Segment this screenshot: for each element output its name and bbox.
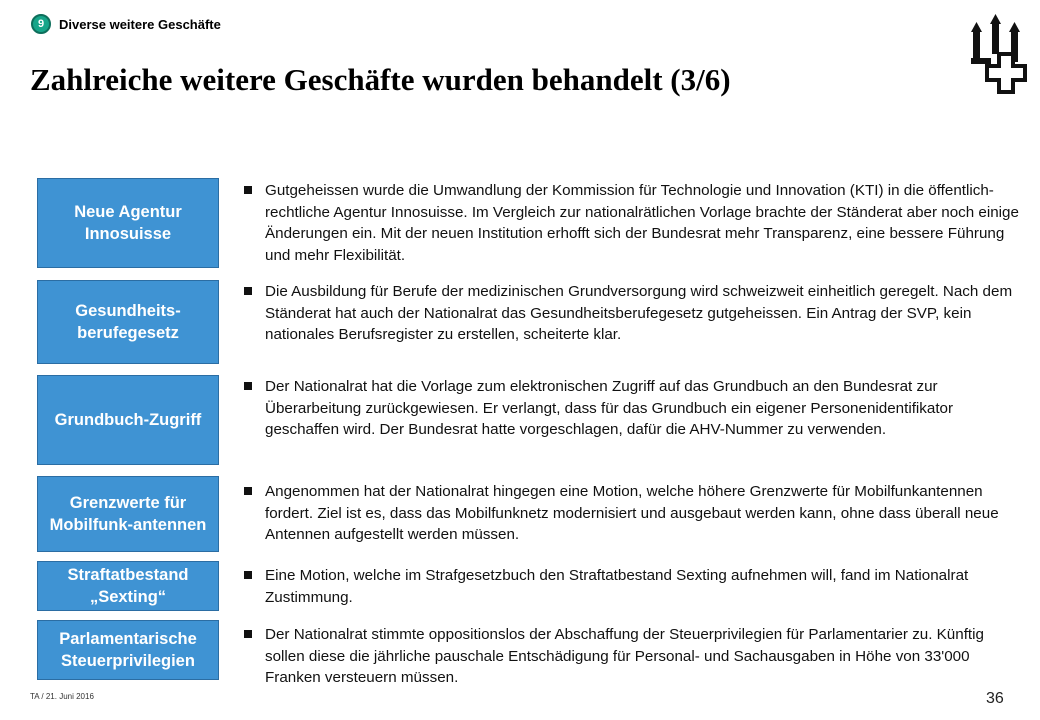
topic-label: Grundbuch-Zugriff	[54, 410, 202, 429]
topic-description	[244, 565, 1024, 608]
swiss-cross-building-logo-icon	[967, 14, 1027, 94]
topic-text: Der Nationalrat stimmte oppositionslos der Abschaffung der Steuerprivilegien für Parlamentarier zu. Künftig sollen diese die jährliche pauschale Entschädigung für Personal- und Sachausgaben in Höhe von 33'000 Franken versteuern müssen.	[265, 626, 984, 686]
square-bullet-icon	[244, 186, 252, 194]
square-bullet-icon	[244, 287, 252, 295]
topic-text: Die Ausbildung für Berufe der medizinischen Grundversorgung wird schweizweit einheitlich geregelt. Nach dem Ständerat hat auch der Nationalrat das Gesundheitsberufegesetz gutgeheissen. Ein Antrag der SVP, kein nationales Berufsregister zu erstellen, scheiterte klar.	[265, 283, 1013, 343]
topic-box-steuerprivilegien	[37, 620, 219, 680]
topic-label: Grenzwerte für Mobilfunk-antennen	[49, 493, 207, 534]
topic-text: Gutgeheissen wurde die Umwandlung der Kommission für Technologie und Innovation (KTI) in die öffentlich-rechtliche Agentur Innosuisse. Im Vergleich zur nationalrätlichen Vorlage brachte der Ständerat aber noch einige Änderungen ein. Mit der neuen Institution erhofft sich der Bundesrat mehr Transparenz, eine bessere Führung und mehr Flexibilität.	[265, 182, 1019, 264]
topic-description	[244, 481, 1024, 546]
footer-source: TA / 21. Juni 2016	[30, 692, 94, 701]
topic-description	[244, 624, 1024, 689]
topic-text: Angenommen hat der Nationalrat hingegen eine Motion, welche höhere Grenzwerte für Mobilfunkantennen fordert. Ziel ist es, dass das Mobilfunknetz modernisiert und ausgebaut werden kann, ohne dass überall neue Antennen aufgestellt werden müssen.	[265, 483, 999, 543]
page-title: Zahlreiche weitere Geschäfte wurden behandelt (3/6)	[30, 62, 731, 97]
topic-description	[244, 180, 1024, 266]
topic-box-sexting	[37, 561, 219, 611]
square-bullet-icon	[244, 487, 252, 495]
topic-label: Gesundheits-berufegesetz	[75, 301, 181, 342]
square-bullet-icon	[244, 571, 252, 579]
topic-label: Straftatbestand „Sexting“	[67, 565, 189, 606]
page-number: 36	[986, 690, 1004, 707]
section-tag	[31, 13, 221, 35]
topic-text: Der Nationalrat hat die Vorlage zum elektronischen Zugriff auf das Grundbuch an den Bundesrat zur Überarbeitung zurückgewiesen. Er verlangt, dass für das Grundbuch ein eigener Personenidentifikator geschaffen wird. Der Bundesrat hatte vorgeschlagen, dafür die AHV-Nummer zu verwenden.	[265, 378, 954, 438]
square-bullet-icon	[244, 630, 252, 638]
topic-box-grundbuch-zugriff	[37, 375, 219, 465]
topic-label: Neue Agentur Innosuisse	[74, 202, 182, 243]
topic-box-grenzwerte-mobilfunk	[37, 476, 219, 552]
topic-description	[244, 281, 1024, 346]
topic-box-gesundheitsberufegesetz	[37, 280, 219, 364]
topic-label: Parlamentarische Steuerprivilegien	[59, 629, 197, 670]
topic-text: Eine Motion, welche im Strafgesetzbuch den Straftatbestand Sexting aufnehmen will, fand im Nationalrat Zustimmung.	[265, 567, 969, 606]
section-number-badge: 9	[31, 14, 51, 34]
topic-box-innosuisse	[37, 178, 219, 268]
square-bullet-icon	[244, 382, 252, 390]
section-label: Diverse weitere Geschäfte	[59, 16, 221, 32]
topic-description	[244, 376, 1024, 441]
